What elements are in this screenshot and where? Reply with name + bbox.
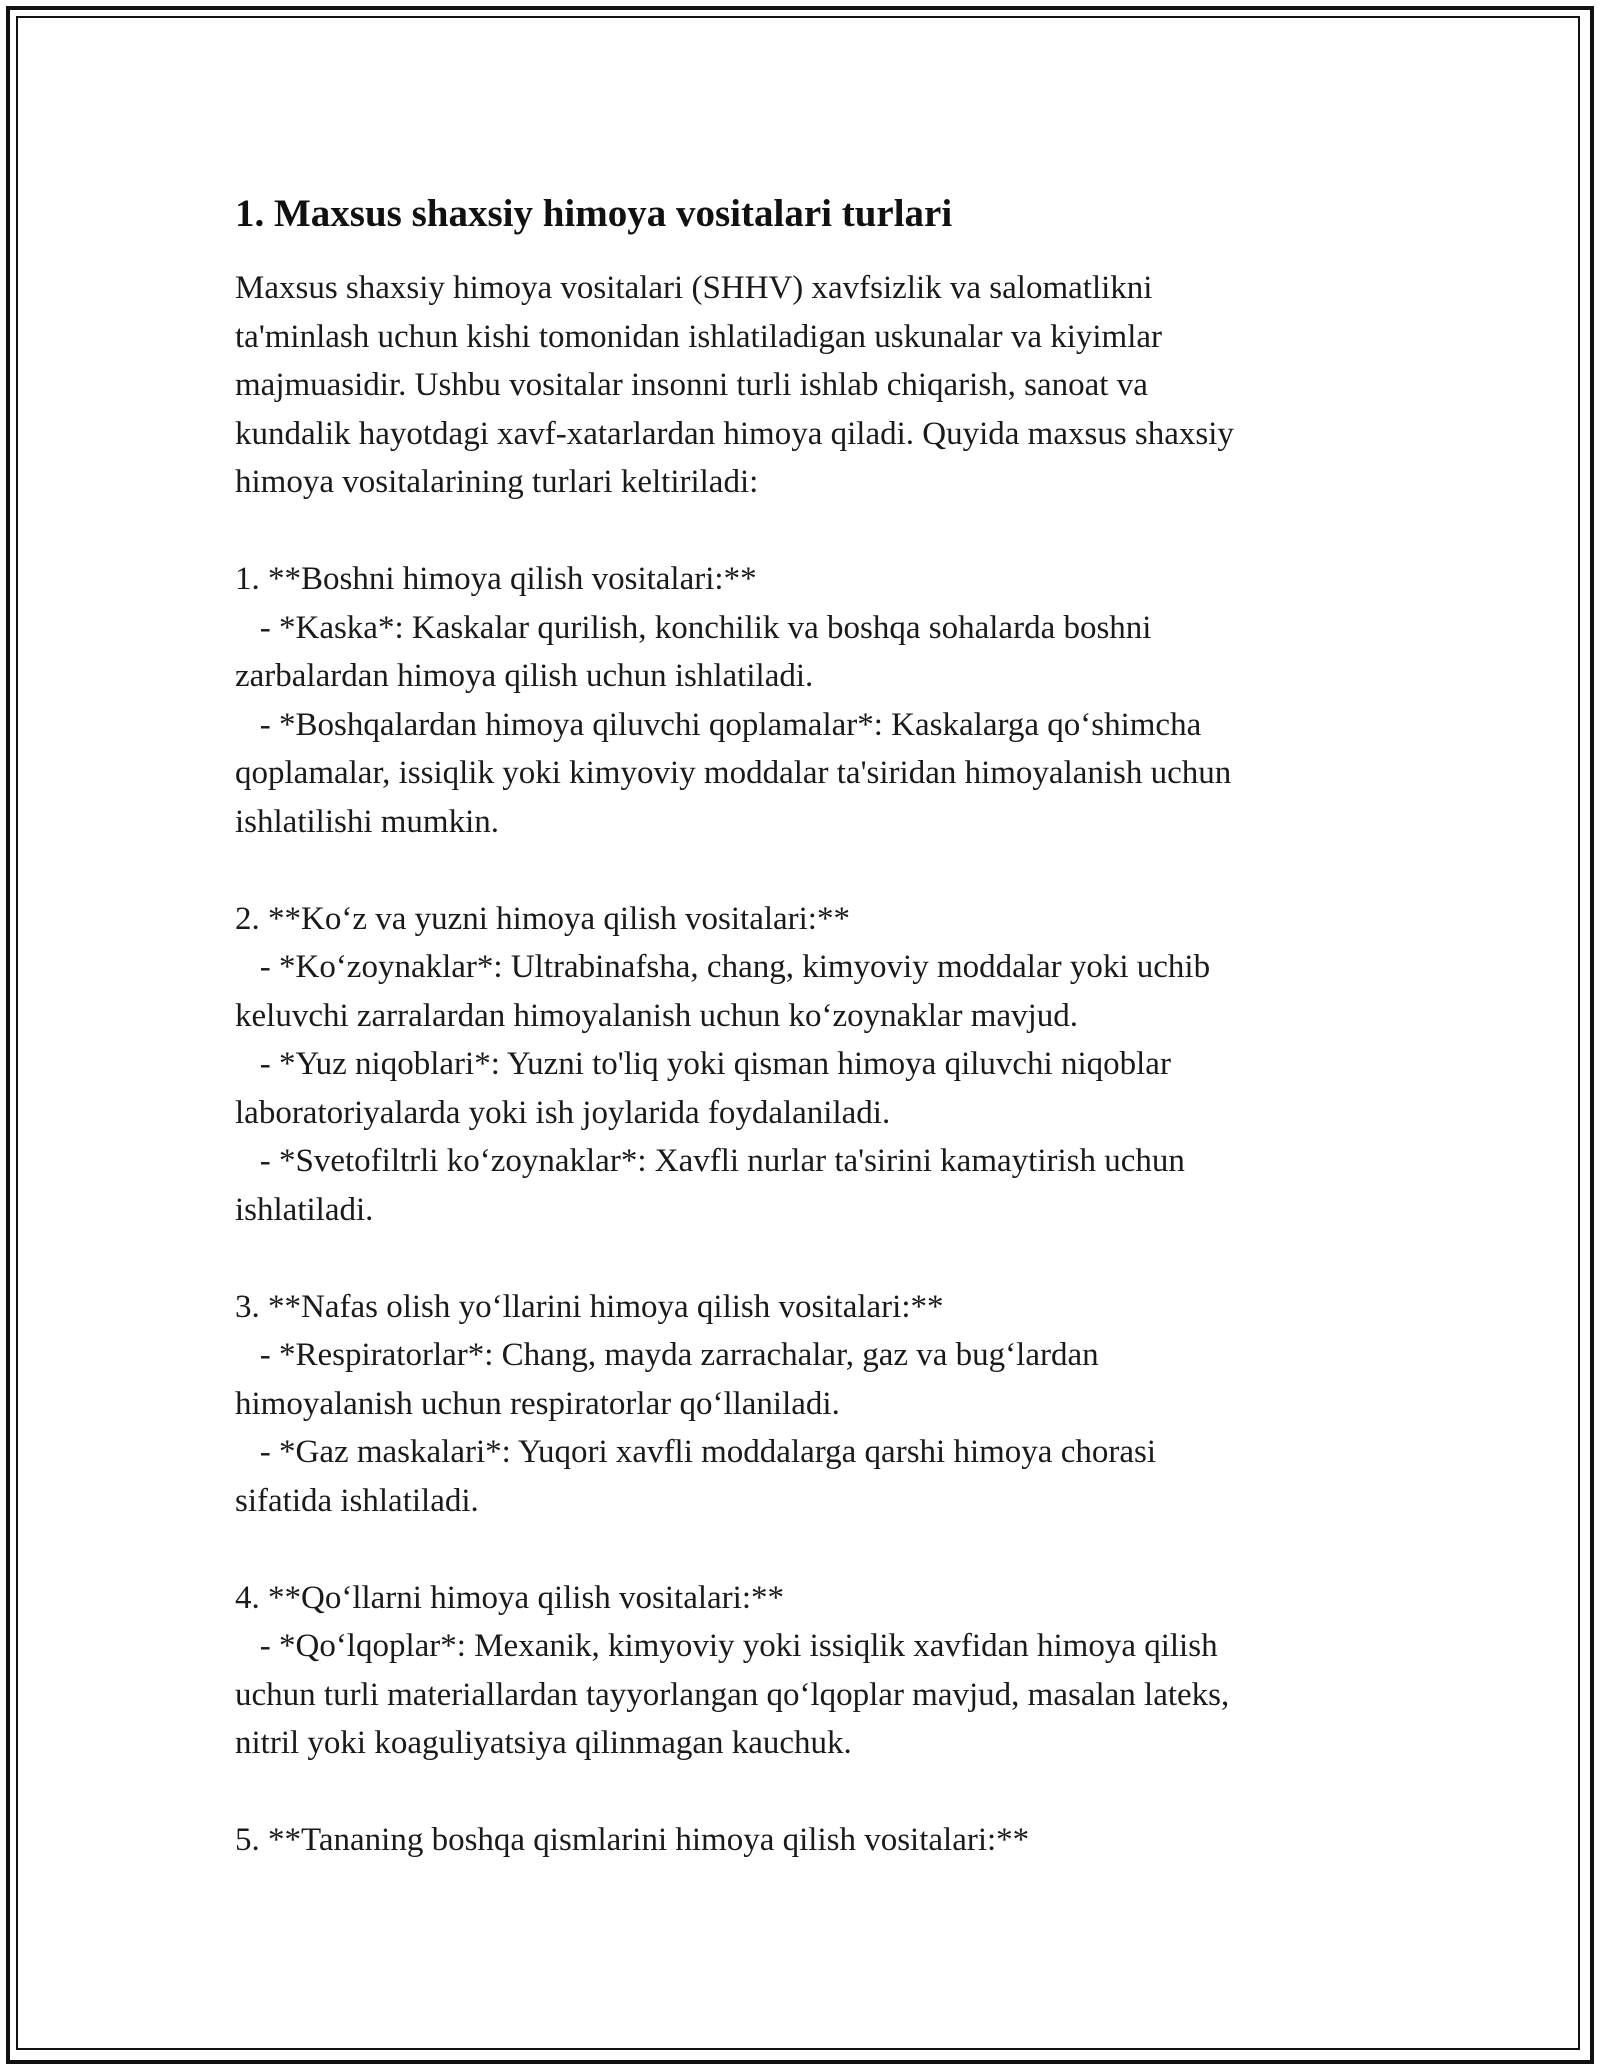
blank-line bbox=[235, 1234, 1415, 1283]
section-line: - *Respiratorlar*: Chang, mayda zarrachalar, gaz va bug‘lardan bbox=[235, 1337, 1099, 1373]
section-line: ishlatilishi mumkin. bbox=[235, 803, 500, 840]
section-line: - *Boshqalardan himoya qiluvchi qoplamalar*: Kaskalarga qo‘shimcha bbox=[235, 706, 1202, 743]
section-eye-face-protection bbox=[235, 895, 1415, 1235]
section-heading: 1. **Boshni himoya qilish vositalari:** bbox=[235, 561, 757, 597]
section-heading: 4. **Qo‘llarni himoya qilish vositalari:** bbox=[235, 1579, 785, 1616]
section-line: laboratoriyalarda yoki ish joylarida foydalaniladi. bbox=[235, 1094, 891, 1131]
section-line: - *Gaz maskalari*: Yuqori xavfli moddalarga qarshi himoya chorasi bbox=[235, 1434, 1156, 1470]
section-line: uchun turli materiallardan tayyorlangan qo‘lqoplar mavjud, masalan lateks, bbox=[235, 1676, 1230, 1713]
document-body bbox=[235, 186, 1415, 1865]
section-respiratory-protection bbox=[235, 1283, 1415, 1526]
section-line: ishlatiladi. bbox=[235, 1191, 374, 1228]
intro-line: Maxsus shaxsiy himoya vositalari (SHHV) xavfsizlik va salomatlikni bbox=[235, 270, 1153, 306]
section-heading: 5. **Tananing boshqa qismlarini himoya qilish vositalari:** bbox=[235, 1822, 1030, 1858]
section-heading: 2. **Ko‘z va yuzni himoya qilish vositalari:** bbox=[235, 900, 850, 937]
section-line: nitril yoki koaguliyatsiya qilinmagan kauchuk. bbox=[235, 1725, 852, 1761]
intro-line: ta'minlash uchun kishi tomonidan ishlatiladigan uskunalar va kiyimlar bbox=[235, 318, 1163, 355]
blank-line bbox=[235, 1525, 1415, 1574]
section-line: - *Ko‘zoynaklar*: Ultrabinafsha, chang, kimyoviy moddalar yoki uchib bbox=[235, 949, 1211, 985]
section-line: keluvchi zarralardan himoyalanish uchun ko‘zoynaklar mavjud. bbox=[235, 997, 1079, 1034]
blank-line bbox=[235, 846, 1415, 895]
intro-line: majmuasidir. Ushbu vositalar insonni turli ishlab chiqarish, sanoat va bbox=[235, 367, 1148, 403]
section-line: - *Kaska*: Kaskalar qurilish, konchilik va boshqa sohalarda boshni bbox=[235, 609, 1152, 646]
blank-line bbox=[235, 507, 1415, 556]
section-line: - *Qo‘lqoplar*: Mexanik, kimyoviy yoki issiqlik xavfidan himoya qilish bbox=[235, 1628, 1218, 1664]
document-title: 1. Maxsus shaxsiy himoya vositalari turlari bbox=[235, 192, 953, 235]
section-line: himoyalanish uchun respiratorlar qo‘llaniladi. bbox=[235, 1385, 840, 1422]
section-body-protection bbox=[235, 1816, 1415, 1865]
blank-line bbox=[235, 1768, 1415, 1817]
intro-line: kundalik hayotdagi xavf-xatarlardan himoya qiladi. Quyida maxsus shaxsiy bbox=[235, 415, 1234, 452]
intro-line: himoya vositalarining turlari keltiriladi: bbox=[235, 464, 759, 500]
intro-paragraph bbox=[235, 264, 1415, 507]
section-line: zarbalardan himoya qilish uchun ishlatiladi. bbox=[235, 658, 814, 694]
section-head-protection bbox=[235, 555, 1415, 846]
section-line: - *Yuz niqoblari*: Yuzni to'liq yoki qisman himoya qiluvchi niqoblar bbox=[235, 1046, 1171, 1082]
section-line: - *Svetofiltrli ko‘zoynaklar*: Xavfli nurlar ta'sirini kamaytirish uchun bbox=[235, 1143, 1185, 1179]
section-line: sifatida ishlatiladi. bbox=[235, 1482, 479, 1519]
section-line: qoplamalar, issiqlik yoki kimyoviy moddalar ta'siridan himoyalanish uchun bbox=[235, 755, 1232, 791]
section-hand-protection bbox=[235, 1574, 1415, 1768]
section-heading: 3. **Nafas olish yo‘llarini himoya qilish vositalari:** bbox=[235, 1288, 944, 1325]
